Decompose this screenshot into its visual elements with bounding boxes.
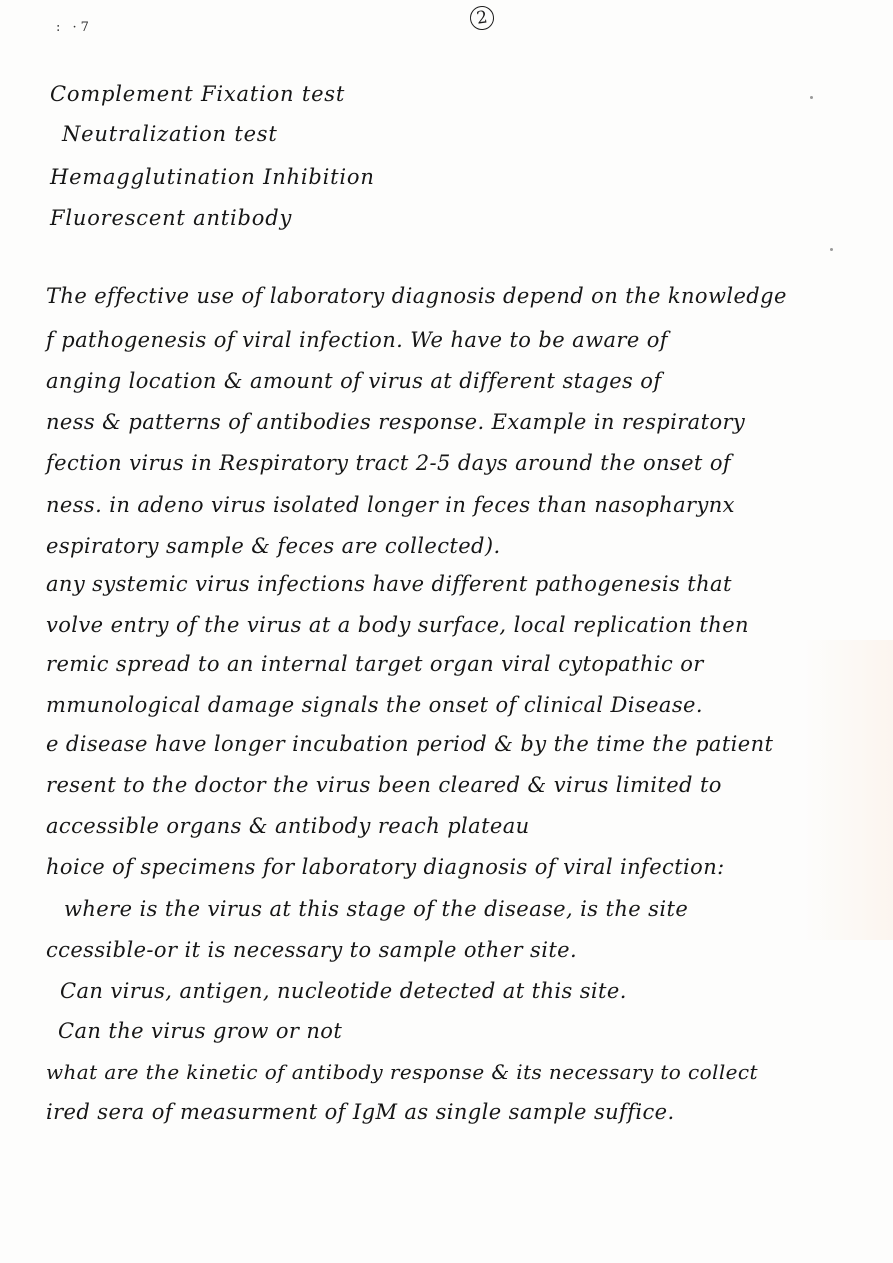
page-number: 2	[468, 4, 495, 31]
paper-speck	[810, 96, 813, 99]
paper-speck	[830, 248, 833, 251]
text-line: any systemic virus infections have different pathogenesis that	[46, 572, 732, 596]
text-line: resent to the doctor the virus been cleared & virus limited to	[46, 773, 722, 797]
list-item: Complement Fixation test	[50, 82, 346, 106]
text-line: e disease have longer incubation period & by the time the patient	[46, 732, 774, 756]
text-line: ness & patterns of antibodies response. Example in respiratory	[46, 410, 746, 434]
list-item: Neutralization test	[62, 122, 278, 146]
text-line: mmunological damage signals the onset of clinical Disease.	[46, 693, 703, 717]
list-item: Fluorescent antibody	[50, 206, 293, 230]
text-line: Can virus, antigen, nucleotide detected at this site.	[60, 979, 627, 1003]
list-item: Hemagglutination Inhibition	[50, 165, 375, 189]
text-line: where is the virus at this stage of the disease, is the site	[64, 897, 689, 921]
text-line: ccessible-or it is necessary to sample other site.	[46, 938, 578, 962]
text-line: volve entry of the virus at a body surface, local replication then	[46, 613, 749, 637]
text-line: The effective use of laboratory diagnosis depend on the knowledge	[46, 284, 787, 308]
text-line: espiratory sample & feces are collected).	[46, 534, 501, 558]
text-line: hoice of specimens for laboratory diagnosis of viral infection:	[46, 855, 725, 879]
text-line: Can the virus grow or not	[58, 1019, 343, 1043]
text-line: remic spread to an internal target organ viral cytopathic or	[46, 652, 704, 676]
text-line: accessible organs & antibody reach plateau	[46, 814, 530, 838]
paper-stain	[803, 640, 893, 940]
text-line: what are the kinetic of antibody response & its necessary to collect	[46, 1060, 758, 1084]
text-line: anging location & amount of virus at different stages of	[46, 369, 662, 393]
text-line: ired sera of measurment of IgM as single sample suffice.	[46, 1100, 675, 1124]
text-line: fection virus in Respiratory tract 2-5 days around the onset of	[46, 451, 732, 475]
corner-mark: : ·7	[56, 20, 93, 35]
text-line: f pathogenesis of viral infection. We have to be aware of	[46, 328, 668, 352]
text-line: ness. in adeno virus isolated longer in feces than nasopharynx	[46, 493, 735, 517]
